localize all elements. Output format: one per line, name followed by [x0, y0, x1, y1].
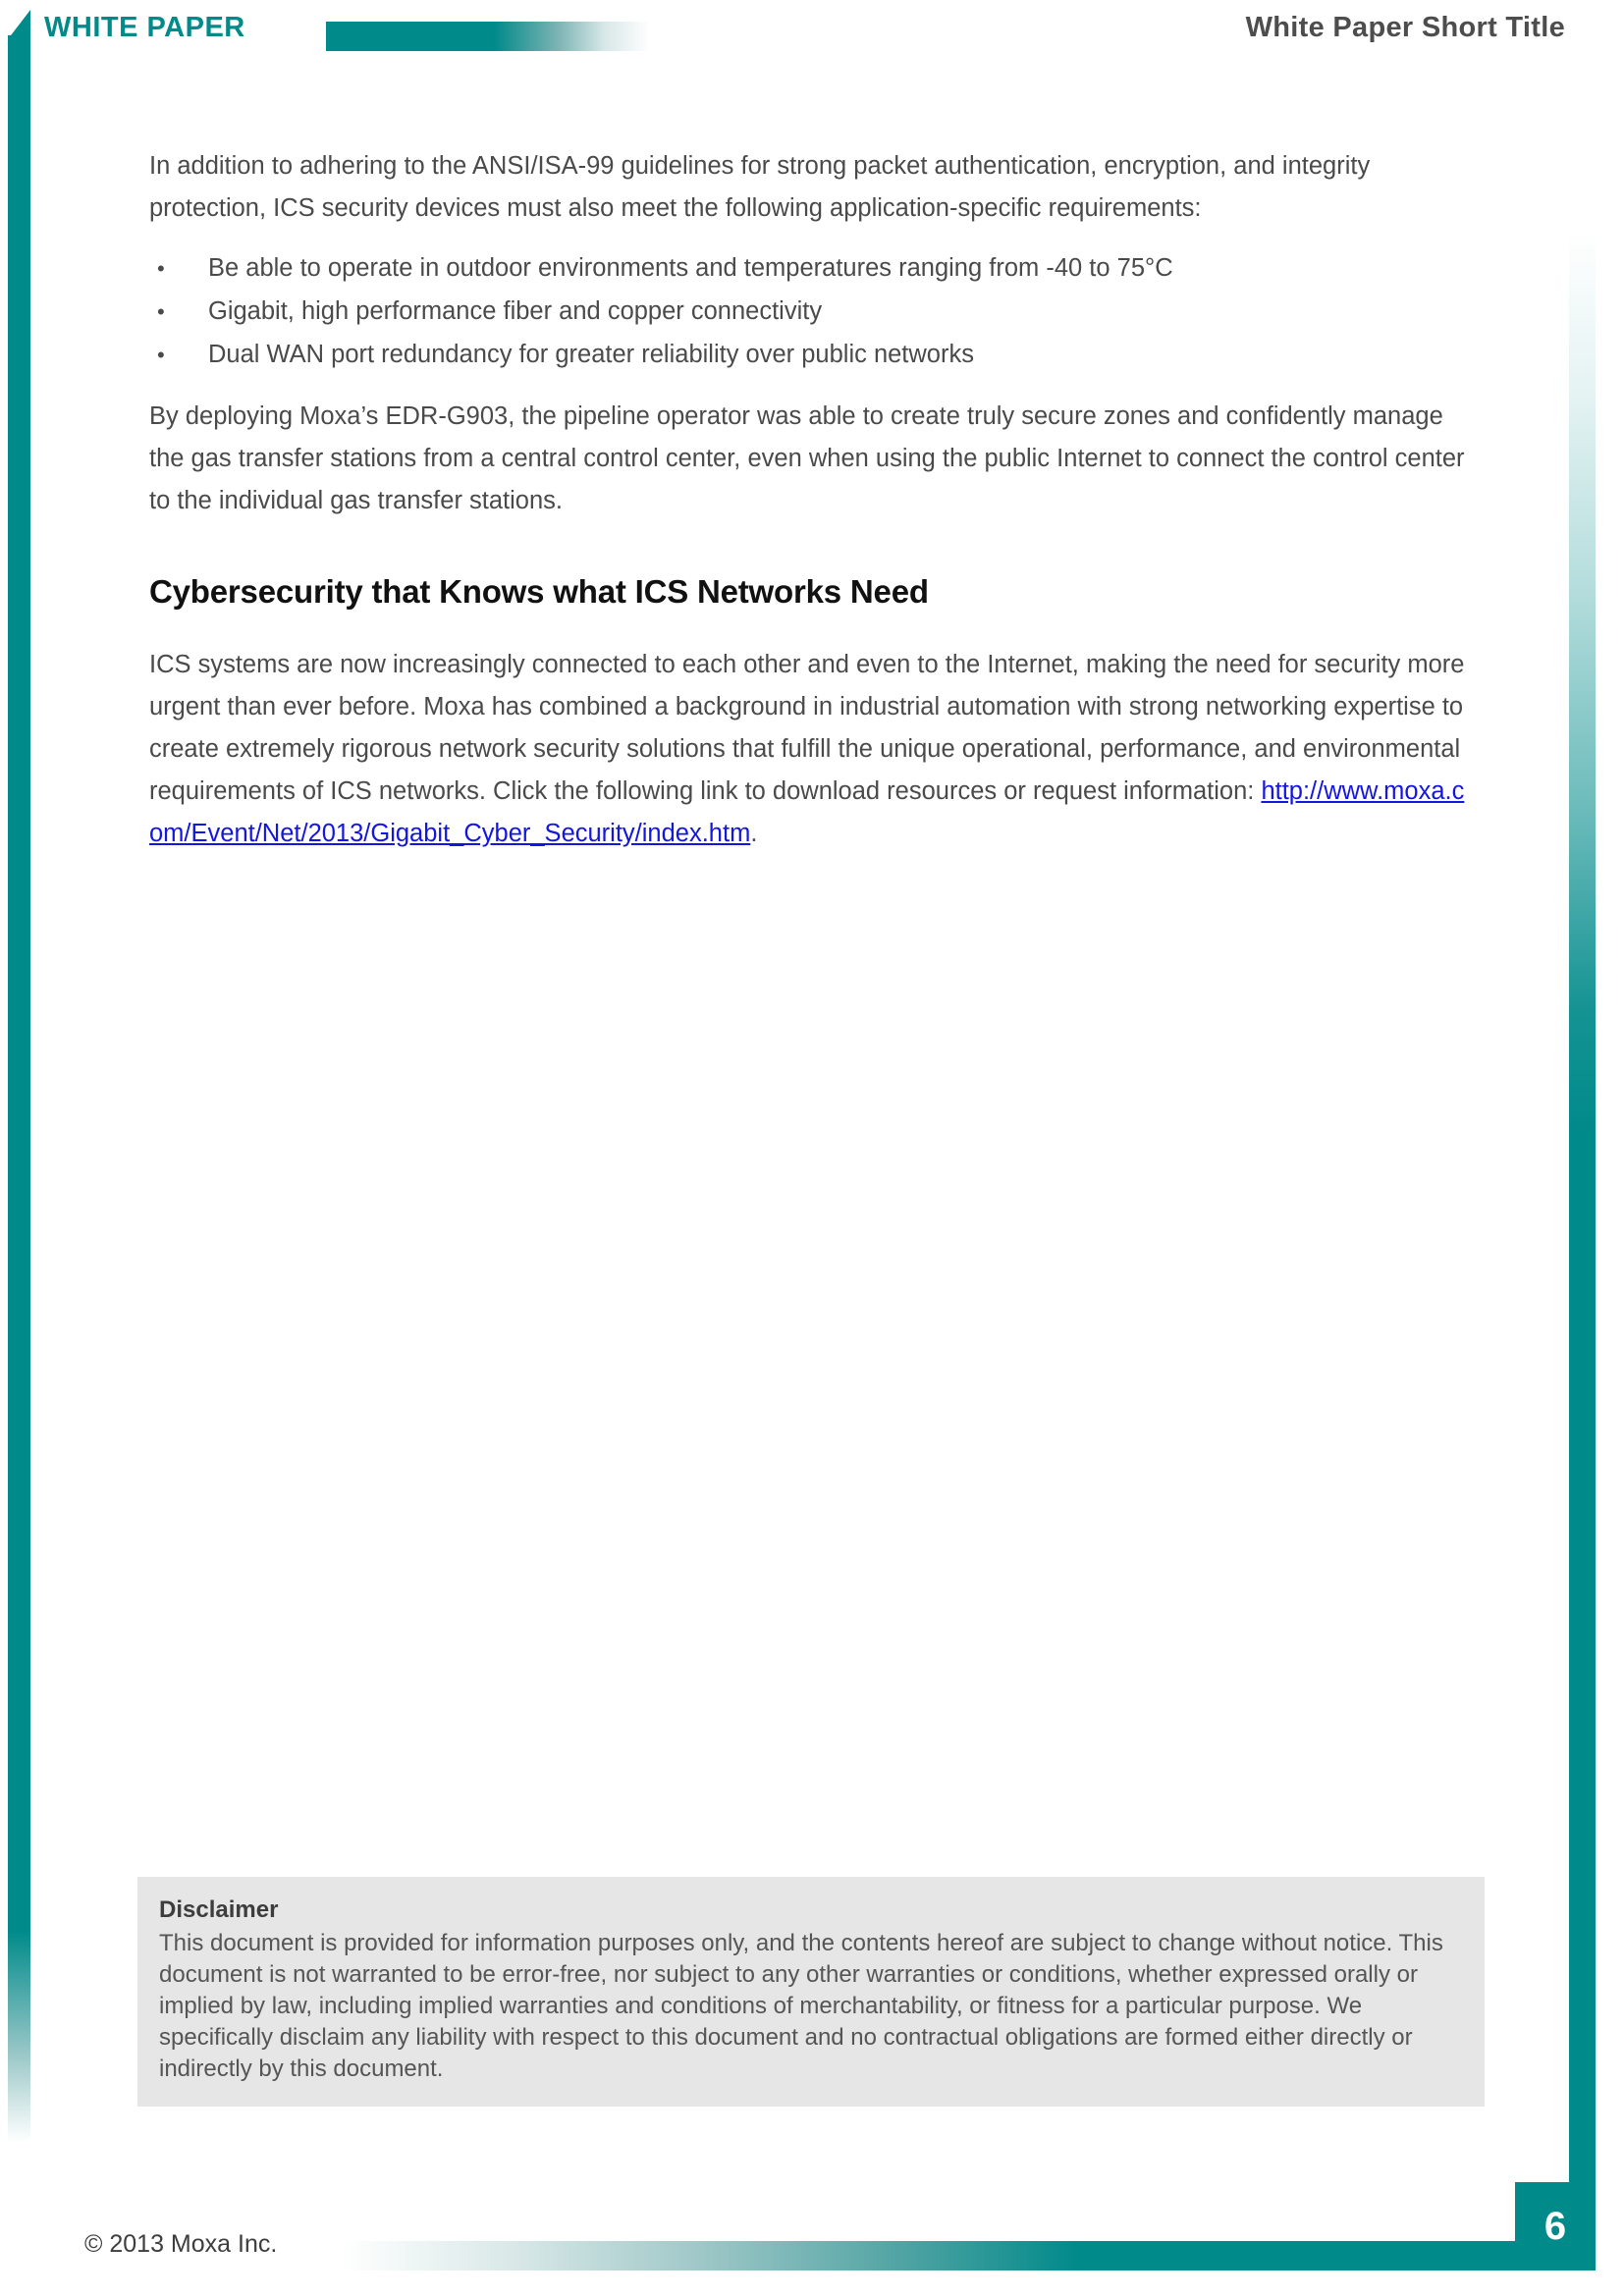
- closing-paragraph: By deploying Moxa’s EDR-G903, the pipeline operator was able to create truly secure zones and confidently manage the gas transfer stations from a central control center, even when using the public Internet to connect the control center to the individual gas transfer stations.: [149, 402, 1465, 514]
- list-item-label: Dual WAN port redundancy for greater reliability over public networks: [208, 341, 974, 368]
- footer-copyright: © 2013 Moxa Inc.: [84, 2230, 278, 2258]
- bullet-icon: •: [157, 256, 165, 281]
- footer-bar-decoration: [342, 2241, 1567, 2270]
- list-item: [149, 334, 1475, 376]
- list-item-label: Be able to operate in outdoor environments and temperatures ranging from -40 to 75°C: [208, 254, 1173, 282]
- document-body: [149, 145, 1475, 873]
- section-heading: Cybersecurity that Knows what ICS Networks Need: [149, 573, 929, 610]
- header-title: White Paper Short Title: [1245, 12, 1565, 43]
- list-item: [149, 291, 1475, 333]
- intro-paragraph: In addition to adhering to the ANSI/ISA-99 guidelines for strong packet authentication, encryption, and integrity protection, ICS security devices must also meet the following application-specific requirements:: [149, 152, 1371, 222]
- disclaimer-text: This document is provided for information purposes only, and the contents hereof are subject to change without notice. This document is not warranted to be error-free, nor subject to any other warranties or conditions, whether expressed orally or implied by law, including implied warranties and conditions of merchantability, or fitness for a particular purpose. We specifically disclaim any liability with respect to this document and no contractual obligations are formed either directly or indirectly by this document.: [159, 1930, 1443, 2082]
- bullet-icon: •: [157, 343, 165, 367]
- disclaimer-title: Disclaimer: [159, 1896, 279, 1923]
- disclaimer-box: [137, 1877, 1485, 2107]
- requirements-list: [149, 247, 1475, 376]
- page-number: 6: [1543, 2205, 1567, 2248]
- left-rail-decoration: [8, 35, 30, 2142]
- list-item-label: Gigabit, high performance fiber and copper connectivity: [208, 297, 823, 325]
- list-item: [149, 247, 1475, 290]
- section-paragraph: [149, 644, 1475, 855]
- header-bar-decoration: [326, 22, 650, 51]
- page-header: [0, 0, 1624, 77]
- section-paragraph-text-before-link: ICS systems are now increasingly connected to each other and even to the Internet, making the need for security more urgent than ever before. Moxa has combined a background in industrial automation with strong networking expertise to create extremely rigorous network security solutions that fulfill the unique operational, performance, and environmental requirements of ICS networks. Click the following link to download resources or request information:: [149, 651, 1465, 805]
- bullet-icon: •: [157, 299, 165, 324]
- header-kicker-label: WHITE PAPER: [44, 12, 245, 43]
- resources-download-link[interactable]: http://www.moxa.com/Event/Net/2013/Gigabit_Cyber_Security/index.htm: [149, 777, 1465, 847]
- section-paragraph-text-after-link: .: [750, 820, 758, 847]
- right-rail-decoration: [1569, 147, 1596, 2199]
